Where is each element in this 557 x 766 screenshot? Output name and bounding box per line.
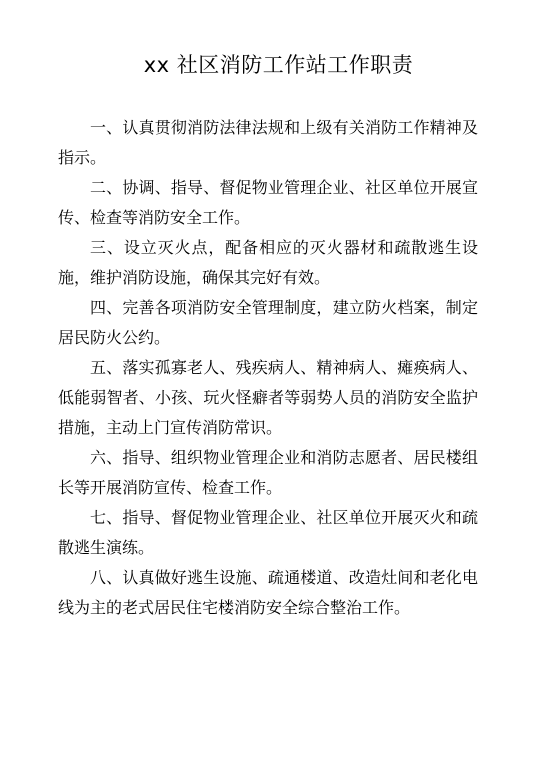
duty-paragraph-2: 二、协调、指导、督促物业管理企业、社区单位开展宣传、检查等消防安全工作。 <box>58 178 478 227</box>
duty-paragraph-3: 三、设立灭火点，配备相应的灭火器材和疏散逃生设施，维护消防设施，确保其完好有效。 <box>58 238 478 287</box>
duty-paragraph-1: 一、认真贯彻消防法律法规和上级有关消防工作精神及指示。 <box>58 118 478 167</box>
document-body <box>58 113 478 623</box>
duty-paragraph-5: 五、落实孤寡老人、残疾病人、精神病人、瘫痪病人、低能弱智者、小孩、玩火怪癖者等弱势人员的消防安全监护措施，主动上门宣传消防常识。 <box>58 358 478 437</box>
document-title: xx 社区消防工作站工作职责 <box>143 53 414 77</box>
duty-paragraph-7: 七、指导、督促物业管理企业、社区单位开展灭火和疏散逃生演练。 <box>58 508 478 557</box>
duty-paragraph-8: 八、认真做好逃生设施、疏通楼道、改造灶间和老化电线为主的老式居民住宅楼消防安全综合整治工作。 <box>58 568 478 617</box>
duty-paragraph-6: 六、指导、组织物业管理企业和消防志愿者、居民楼组长等开展消防宣传、检查工作。 <box>58 448 478 497</box>
duty-paragraph-4: 四、完善各项消防安全管理制度，建立防火档案，制定居民防火公约。 <box>58 298 478 347</box>
